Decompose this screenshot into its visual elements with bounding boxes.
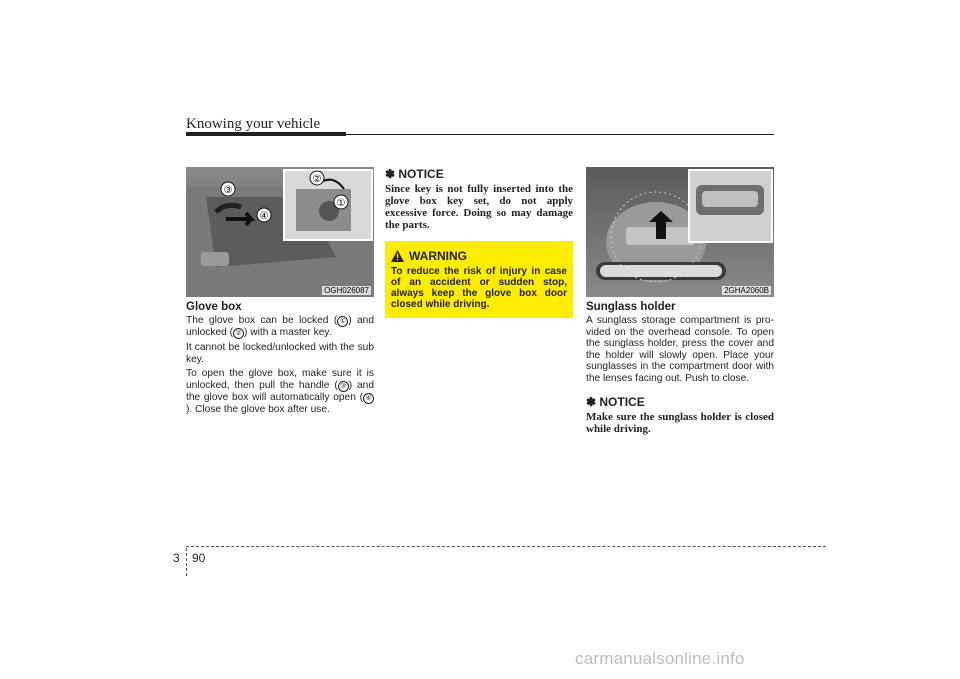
sunglass-photo [586,167,774,297]
notice-warning-column [385,167,573,318]
warning-box [385,241,573,318]
glove-box-photo [186,167,374,297]
warning-text: To reduce the risk of injury in case of an accident or sudden stop, always keep the glove box door closed while driving. [391,266,567,310]
page-header-title: Knowing your vehicle [186,116,321,132]
notice-title-2: ✽ NOTICE [586,394,645,409]
glove-box-paragraph-3: To open the glove box, make sure it is unlocked, then pull the handle ( ③ ) and the glove box will automatically open ( ④). Close the glove box after use. [186,368,374,415]
footer-dashed-rule [186,546,826,547]
warning-label: WARNING [409,249,467,263]
glove-box-paragraph-2: It cannot be locked/unlocked with the sub key. [186,342,374,365]
sunglass-image-code: 2GHA2060B [724,286,769,295]
glove-box-paragraph-1: The glove box can be locked ( ① ) and unlocked ( ② ) with a master key. [186,315,374,338]
chapter-number: 3 [173,551,180,565]
callout-3: ③ [223,185,233,196]
glove-box-image-code: OGH026087 [324,286,369,295]
header-rule-thin [346,134,774,135]
footer-dashed-divider [186,548,187,576]
glove-box-column [186,167,374,418]
sunglass-illustration [586,167,774,297]
glove-box-title: Glove box [186,301,242,313]
sunglass-column [586,167,774,435]
header-rule-thick [186,132,346,136]
page-number: 90 [192,551,206,565]
glove-box-illustration [186,167,374,297]
callout-4: ④ [259,211,269,222]
sunglass-title: Sunglass holder [586,301,676,313]
callout-2: ② [312,174,322,185]
sunglass-text: A sunglass storage compartment is pro-vided on the overhead console. To open the sunglass holder, press the cover and the holder will slowly open. Place your sunglasses in the compartment door with the lenses facing out. Push to close. [586,315,774,384]
watermark: carmanualsonline.info [575,649,745,668]
notice-text-2: Make sure the sunglass holder is closed while driving. [586,410,774,435]
notice-title-1: ✽ NOTICE [385,167,444,181]
warning-triangle-icon [391,250,404,262]
callout-1: ① [336,198,346,209]
notice-text-1: Since key is not fully inserted into the glove box key set, do not apply excessive force. Doing so may damage the parts. [385,183,573,231]
